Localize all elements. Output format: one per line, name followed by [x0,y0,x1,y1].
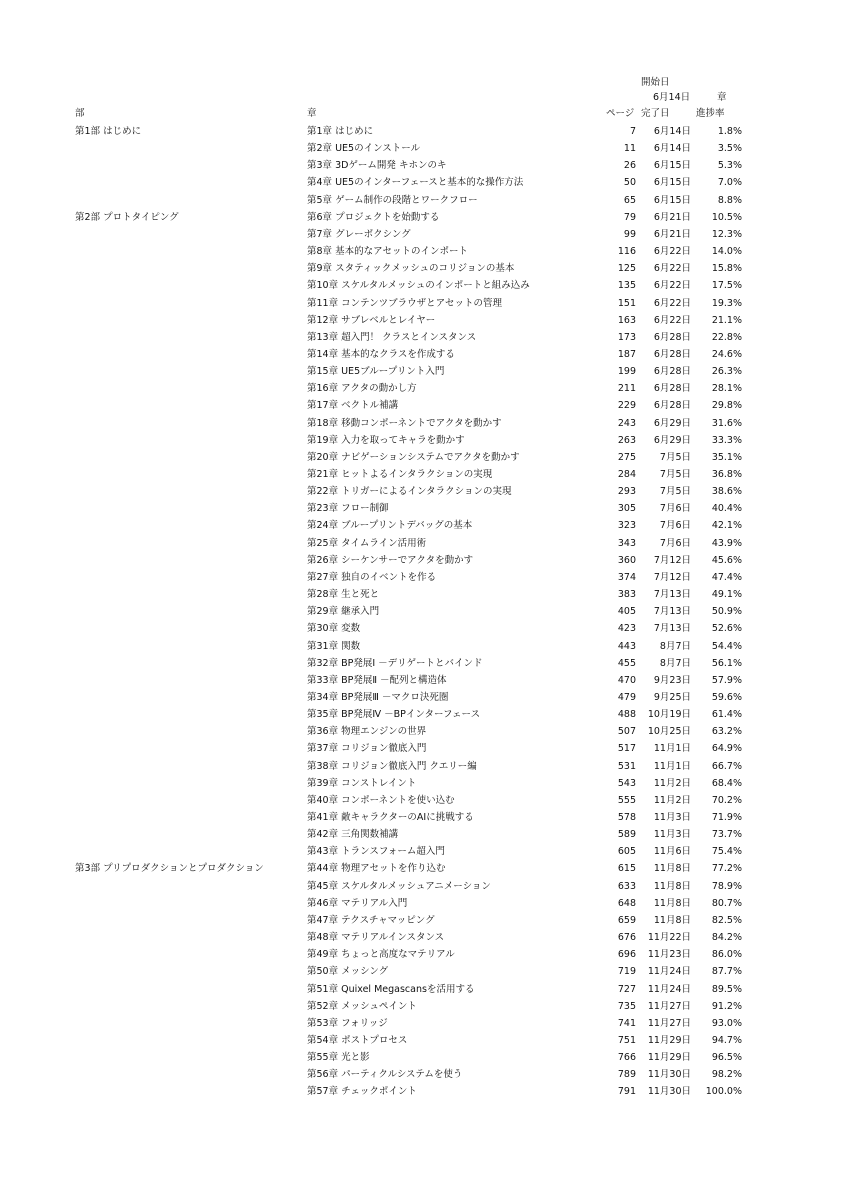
done-date-cell: 6月22日 [653,314,691,326]
progress-cell: 3.5% [717,143,742,155]
page-cell: 443 [617,640,636,652]
done-date-cell: 11月23日 [647,949,691,961]
chapter-cell: 第45章 スケルタルメッシュアニメーション [307,880,491,892]
progress-cell: 68.4% [711,777,742,789]
chapter-cell: 第24章 ブループリントデバッグの基本 [307,520,473,532]
progress-cell: 5.3% [717,160,742,172]
done-date-cell: 6月21日 [653,211,691,223]
progress-cell: 40.4% [711,503,742,515]
page-cell: 26 [623,160,636,172]
done-date-cell: 6月15日 [653,177,691,189]
table-row [0,243,849,260]
chapter-cell: 第13章 超入門！ クラスとインスタンス [307,331,477,343]
done-date-cell: 6月28日 [653,348,691,360]
page-cell: 735 [617,1000,636,1012]
progress-cell: 26.3% [711,366,742,378]
start-label: 開始日 [641,77,670,88]
page-cell: 633 [617,880,636,892]
page-cell: 65 [623,194,636,206]
progress-cell: 14.0% [711,246,742,258]
progress-cell: 70.2% [711,794,742,806]
progress-cell: 28.1% [711,383,742,395]
table-row [0,123,849,140]
chapter-cell: 第49章 ちょっと高度なマテリアル [307,949,455,961]
chapter-cell: 第47章 テクスチャマッピング [307,914,435,926]
chapter-cell: 第38章 コリジョン徹底入門 クエリー編 [307,760,477,772]
page-cell: 605 [617,846,636,858]
table-row [0,1083,849,1100]
done-date-cell: 7月6日 [659,520,691,532]
table-row [0,809,849,826]
table-row [0,723,849,740]
progress-cell: 84.2% [711,932,742,944]
page-cell: 135 [617,280,636,292]
done-date-cell: 11月29日 [647,1052,691,1064]
page-cell: 275 [617,451,636,463]
table-row [0,329,849,346]
chapter-cell: 第26章 シーケンサーでアクタを動かす [307,554,474,566]
page-cell: 151 [617,297,636,309]
done-date-cell: 6月14日 [653,143,691,155]
table-row [0,586,849,603]
chapter-cell: 第10章 スケルタルメッシュのインポートと組み込み [307,280,530,292]
done-date-cell: 11月30日 [647,1069,691,1081]
progress-cell: 66.7% [711,760,742,772]
page-cell: 229 [617,400,636,412]
chapter-cell: 第54章 ポストプロセス [307,1034,408,1046]
page-cell: 741 [617,1017,636,1029]
table-row [0,998,849,1015]
chapter-cell: 第12章 サブレベルとレイヤー [307,314,436,326]
table-row [0,1032,849,1049]
chapter-cell: 第4章 UE5のインターフェースと基本的な操作方法 [307,177,524,189]
done-date-cell: 8月7日 [659,657,691,669]
chapter-cell: 第46章 マテリアル入門 [307,897,408,909]
progress-cell: 19.3% [711,297,742,309]
progress-cell: 77.2% [711,863,742,875]
page-cell: 323 [617,520,636,532]
progress-cell: 59.6% [711,691,742,703]
progress-cell: 52.6% [711,623,742,635]
done-date-cell: 9月25日 [653,691,691,703]
table-row [0,432,849,449]
page-cell: 79 [623,211,636,223]
page-cell: 50 [623,177,636,189]
page-cell: 479 [617,691,636,703]
chapter-cell: 第43章 トランスフォーム超入門 [307,846,445,858]
done-date-cell: 11月27日 [647,1017,691,1029]
progress-cell: 38.6% [711,486,742,498]
page-cell: 507 [617,726,636,738]
chapter-cell: 第37章 コリジョン徹底入門 [307,743,427,755]
progress-cell: 17.5% [711,280,742,292]
done-date-cell: 7月12日 [653,554,691,566]
table-row [0,517,849,534]
table-row [0,312,849,329]
start-date: 6月14日 [653,92,691,103]
page-cell: 517 [617,743,636,755]
chapter-cell: 第30章 変数 [307,623,361,635]
table-row [0,672,849,689]
table-row [0,380,849,397]
done-date-cell: 6月22日 [653,246,691,258]
table-row [0,174,849,191]
progress-cell: 54.4% [711,640,742,652]
page-cell: 360 [617,554,636,566]
done-date-cell: 11月8日 [653,880,691,892]
page-cell: 125 [617,263,636,275]
chapter-cell: 第18章 移動コンポーネントでアクタを動かす [307,417,502,429]
progress-cell: 82.5% [711,914,742,926]
page-cell: 555 [617,794,636,806]
progress-header: 進捗率 [696,108,725,119]
done-date-cell: 11月8日 [653,914,691,926]
done-date-cell: 11月1日 [653,743,691,755]
part-cell: 第2部 プロトタイピング [75,211,179,223]
page-cell: 163 [617,314,636,326]
chapter-cell: 第40章 コンポーネントを使い込む [307,794,455,806]
table-row [0,843,849,860]
page-cell: 531 [617,760,636,772]
chapter-cell: 第50章 メッシング [307,966,389,978]
chapter-cell: 第33章 BP発展Ⅱ －配列と構造体 [307,674,447,686]
table-row [0,483,849,500]
progress-cell: 57.9% [711,674,742,686]
chapter-cell: 第57章 チェックポイント [307,1086,417,1098]
done-date-cell: 6月28日 [653,331,691,343]
page-cell: 116 [617,246,636,258]
table-row [0,1015,849,1032]
chapter-cell: 第8章 基本的なアセットのインポート [307,246,468,258]
chapter-cell: 第1章 はじめに [307,126,374,137]
progress-cell: 80.7% [711,897,742,909]
progress-cell: 64.9% [711,743,742,755]
done-date-cell: 11月29日 [647,1034,691,1046]
chapter-cell: 第3章 3Dゲーム開発 キホンのキ [307,160,447,172]
done-date-cell: 11月3日 [653,829,691,841]
progress-cell: 21.1% [711,314,742,326]
done-date-cell: 11月24日 [647,966,691,978]
table-row [0,295,849,312]
chapter-cell: 第29章 継承入門 [307,606,380,618]
table-row [0,552,849,569]
progress-cell: 47.4% [711,571,742,583]
progress-cell: 45.6% [711,554,742,566]
chapter-progress-top-header: 章 [717,92,727,103]
progress-cell: 35.1% [711,451,742,463]
page-cell: 659 [617,914,636,926]
table-row [0,535,849,552]
part-cell: 第3部 プリプロダクションとプロダクション [75,863,264,875]
done-date-cell: 7月5日 [659,469,691,480]
done-date-cell: 11月2日 [653,777,691,789]
page-cell: 211 [617,383,636,395]
progress-cell: 61.4% [711,709,742,721]
done-date-cell: 7月12日 [653,571,691,583]
progress-cell: 1.8% [717,126,742,137]
page-header: ページ [606,108,635,119]
progress-cell: 87.7% [711,966,742,978]
page-cell: 173 [617,331,636,343]
page-cell: 343 [617,537,636,549]
table-row [0,603,849,620]
table-row [0,963,849,980]
page-cell: 488 [617,709,636,721]
progress-cell: 33.3% [711,434,742,446]
done-date-cell: 7月13日 [653,606,691,618]
chapter-header: 章 [307,108,317,119]
chapter-cell: 第53章 フォリッジ [307,1017,388,1029]
progress-cell: 63.2% [711,726,742,738]
page-cell: 7 [629,126,636,137]
page-cell: 766 [617,1052,636,1064]
progress-cell: 15.8% [711,263,742,275]
chapter-cell: 第25章 タイムライン活用術 [307,537,427,549]
done-date-cell: 11月6日 [653,846,691,858]
table-row [0,569,849,586]
done-date-cell: 10月25日 [647,726,691,738]
progress-cell: 36.8% [711,469,742,480]
done-date-cell: 11月22日 [647,932,691,944]
table-row [0,157,849,174]
page-cell: 263 [617,434,636,446]
chapter-cell: 第2章 UE5のインストール [307,143,421,155]
page-cell: 293 [617,486,636,498]
done-date-cell: 6月22日 [653,297,691,309]
part-cell: 第1部 はじめに [75,126,142,137]
table-row [0,260,849,277]
progress-cell: 93.0% [711,1017,742,1029]
chapter-cell: 第44章 物理アセットを作り込む [307,863,446,875]
page-cell: 615 [617,863,636,875]
chapter-cell: 第55章 光と影 [307,1052,370,1064]
page-cell: 791 [617,1086,636,1098]
table-row [0,1066,849,1083]
done-date-cell: 7月13日 [653,589,691,601]
page-cell: 455 [617,657,636,669]
done-date-cell: 11月30日 [647,1086,691,1098]
page-cell: 589 [617,829,636,841]
progress-cell: 29.8% [711,400,742,412]
table-row [0,466,849,483]
progress-cell: 22.8% [711,331,742,343]
table-row [0,655,849,672]
table-row [0,346,849,363]
page-cell: 719 [617,966,636,978]
chapter-cell: 第42章 三角関数補講 [307,829,399,841]
done-date-cell: 6月15日 [653,160,691,172]
done-date-cell: 11月8日 [653,897,691,909]
chapter-cell: 第6章 プロジェクトを始動する [307,211,440,223]
progress-cell: 12.3% [711,228,742,240]
page-cell: 284 [617,469,636,480]
page-cell: 383 [617,589,636,601]
progress-cell: 94.7% [711,1034,742,1046]
table-row [0,740,849,757]
page-cell: 727 [617,983,636,995]
progress-cell: 50.9% [711,606,742,618]
chapter-cell: 第56章 パーティクルシステムを使う [307,1069,463,1081]
chapter-cell: 第32章 BP発展Ⅰ －デリゲートとバインド [307,657,483,669]
progress-cell: 89.5% [711,983,742,995]
done-date-cell: 11月1日 [653,760,691,772]
page-cell: 243 [617,417,636,429]
page-cell: 199 [617,366,636,378]
page-cell: 11 [623,143,636,155]
page-cell: 405 [617,606,636,618]
table-row [0,209,849,226]
chapter-cell: 第22章 トリガーによるインタラクションの実現 [307,486,512,498]
table-row [0,397,849,414]
chapter-cell: 第36章 物理エンジンの世界 [307,726,427,738]
done-date-cell: 11月24日 [647,983,691,995]
progress-cell: 86.0% [711,949,742,961]
progress-cell: 43.9% [711,537,742,549]
done-date-cell: 6月28日 [653,366,691,378]
chapter-cell: 第20章 ナビゲーションシステムでアクタを動かす [307,451,520,463]
progress-cell: 31.6% [711,417,742,429]
chapter-cell: 第7章 グレーボクシング [307,228,411,240]
page-cell: 374 [617,571,636,583]
chapter-cell: 第17章 ベクトル補講 [307,400,399,412]
table-row [0,826,849,843]
done-date-cell: 7月5日 [659,451,691,463]
chapter-cell: 第52章 メッシュペイント [307,1000,417,1012]
table-row [0,706,849,723]
table-row [0,192,849,209]
progress-cell: 7.0% [717,177,742,189]
page-cell: 305 [617,503,636,515]
progress-cell: 10.5% [711,211,742,223]
chapter-cell: 第15章 UE5ブループリント入門 [307,366,445,378]
page-cell: 99 [623,228,636,240]
progress-cell: 78.9% [711,880,742,892]
table-row [0,878,849,895]
done-date-cell: 11月3日 [653,812,691,823]
chapter-cell: 第34章 BP発展Ⅲ －マクロ決死圏 [307,691,449,703]
table-row [0,449,849,466]
progress-cell: 49.1% [711,589,742,601]
progress-cell: 73.7% [711,829,742,841]
done-date-cell: 11月8日 [653,863,691,875]
table-row [0,415,849,432]
done-date-cell: 6月22日 [653,263,691,275]
table-row [0,792,849,809]
table-row [0,140,849,157]
chapter-cell: 第28章 生と死と [307,589,380,601]
progress-cell: 56.1% [711,657,742,669]
progress-cell: 96.5% [711,1052,742,1064]
done-date-cell: 6月29日 [653,417,691,429]
done-date-cell: 7月6日 [659,537,691,549]
part-header: 部 [75,108,85,119]
chapter-cell: 第16章 アクタの動かし方 [307,383,417,395]
table-row [0,981,849,998]
progress-cell: 98.2% [711,1069,742,1081]
table-row [0,277,849,294]
done-date-cell: 7月13日 [653,623,691,635]
table-row [0,775,849,792]
table-row [0,226,849,243]
chapter-cell: 第21章 ヒットよるインタラクションの実現 [307,469,493,480]
done-date-cell: 11月2日 [653,794,691,806]
done-date-cell: 7月6日 [659,503,691,515]
progress-cell: 71.9% [711,812,742,823]
chapter-cell: 第9章 スタティックメッシュのコリジョンの基本 [307,263,515,275]
done-date-cell: 6月21日 [653,228,691,240]
page-cell: 578 [617,812,636,823]
table-row [0,860,849,877]
page-cell: 187 [617,348,636,360]
page-cell: 543 [617,777,636,789]
table-row [0,912,849,929]
done-date-cell: 10月19日 [647,709,691,721]
chapter-cell: 第23章 フロー制御 [307,503,389,515]
done-date-cell: 6月15日 [653,194,691,206]
chapter-cell: 第31章 関数 [307,640,361,652]
done-date-cell: 8月7日 [659,640,691,652]
progress-cell: 8.8% [717,194,742,206]
chapter-cell: 第11章 コンテンツブラウザとアセットの管理 [307,297,503,309]
done-date-cell: 11月27日 [647,1000,691,1012]
page-cell: 470 [617,674,636,686]
table-row [0,929,849,946]
chapter-cell: 第14章 基本的なクラスを作成する [307,348,455,360]
done-date-cell: 6月28日 [653,383,691,395]
page-cell: 751 [617,1034,636,1046]
chapter-cell: 第5章 ゲーム制作の段階とワークフロー [307,194,478,206]
progress-cell: 100.0% [705,1086,742,1098]
done-date-cell: 6月22日 [653,280,691,292]
progress-cell: 75.4% [711,846,742,858]
progress-cell: 91.2% [711,1000,742,1012]
page-cell: 696 [617,949,636,961]
progress-cell: 42.1% [711,520,742,532]
chapter-cell: 第35章 BP発展Ⅳ －BPインターフェース [307,709,481,721]
done-date-cell: 9月23日 [653,674,691,686]
table-row [0,363,849,380]
table-row [0,1049,849,1066]
table-row [0,638,849,655]
chapter-cell: 第27章 独自のイベントを作る [307,571,437,583]
chapter-cell: 第48章 マテリアルインスタンス [307,932,445,944]
chapter-cell: 第51章 Quixel Megascansを活用する [307,983,475,995]
page-cell: 648 [617,897,636,909]
chapter-cell: 第19章 入力を取ってキャラを動かす [307,434,465,446]
done-date-cell: 6月29日 [653,434,691,446]
done-date-cell: 6月14日 [653,126,691,137]
table-row [0,758,849,775]
table-row [0,895,849,912]
page-cell: 676 [617,932,636,944]
chapter-cell: 第41章 敵キャラクターのAIに挑戦する [307,812,474,823]
page-cell: 789 [617,1069,636,1081]
done-date-cell: 6月28日 [653,400,691,412]
table-row [0,620,849,637]
chapter-cell: 第39章 コンストレイント [307,777,417,789]
table-row [0,689,849,706]
done-date-cell: 7月5日 [659,486,691,498]
page-cell: 423 [617,623,636,635]
table-row [0,946,849,963]
table-row [0,500,849,517]
progress-cell: 24.6% [711,348,742,360]
done-date-header: 完了日 [641,108,670,119]
